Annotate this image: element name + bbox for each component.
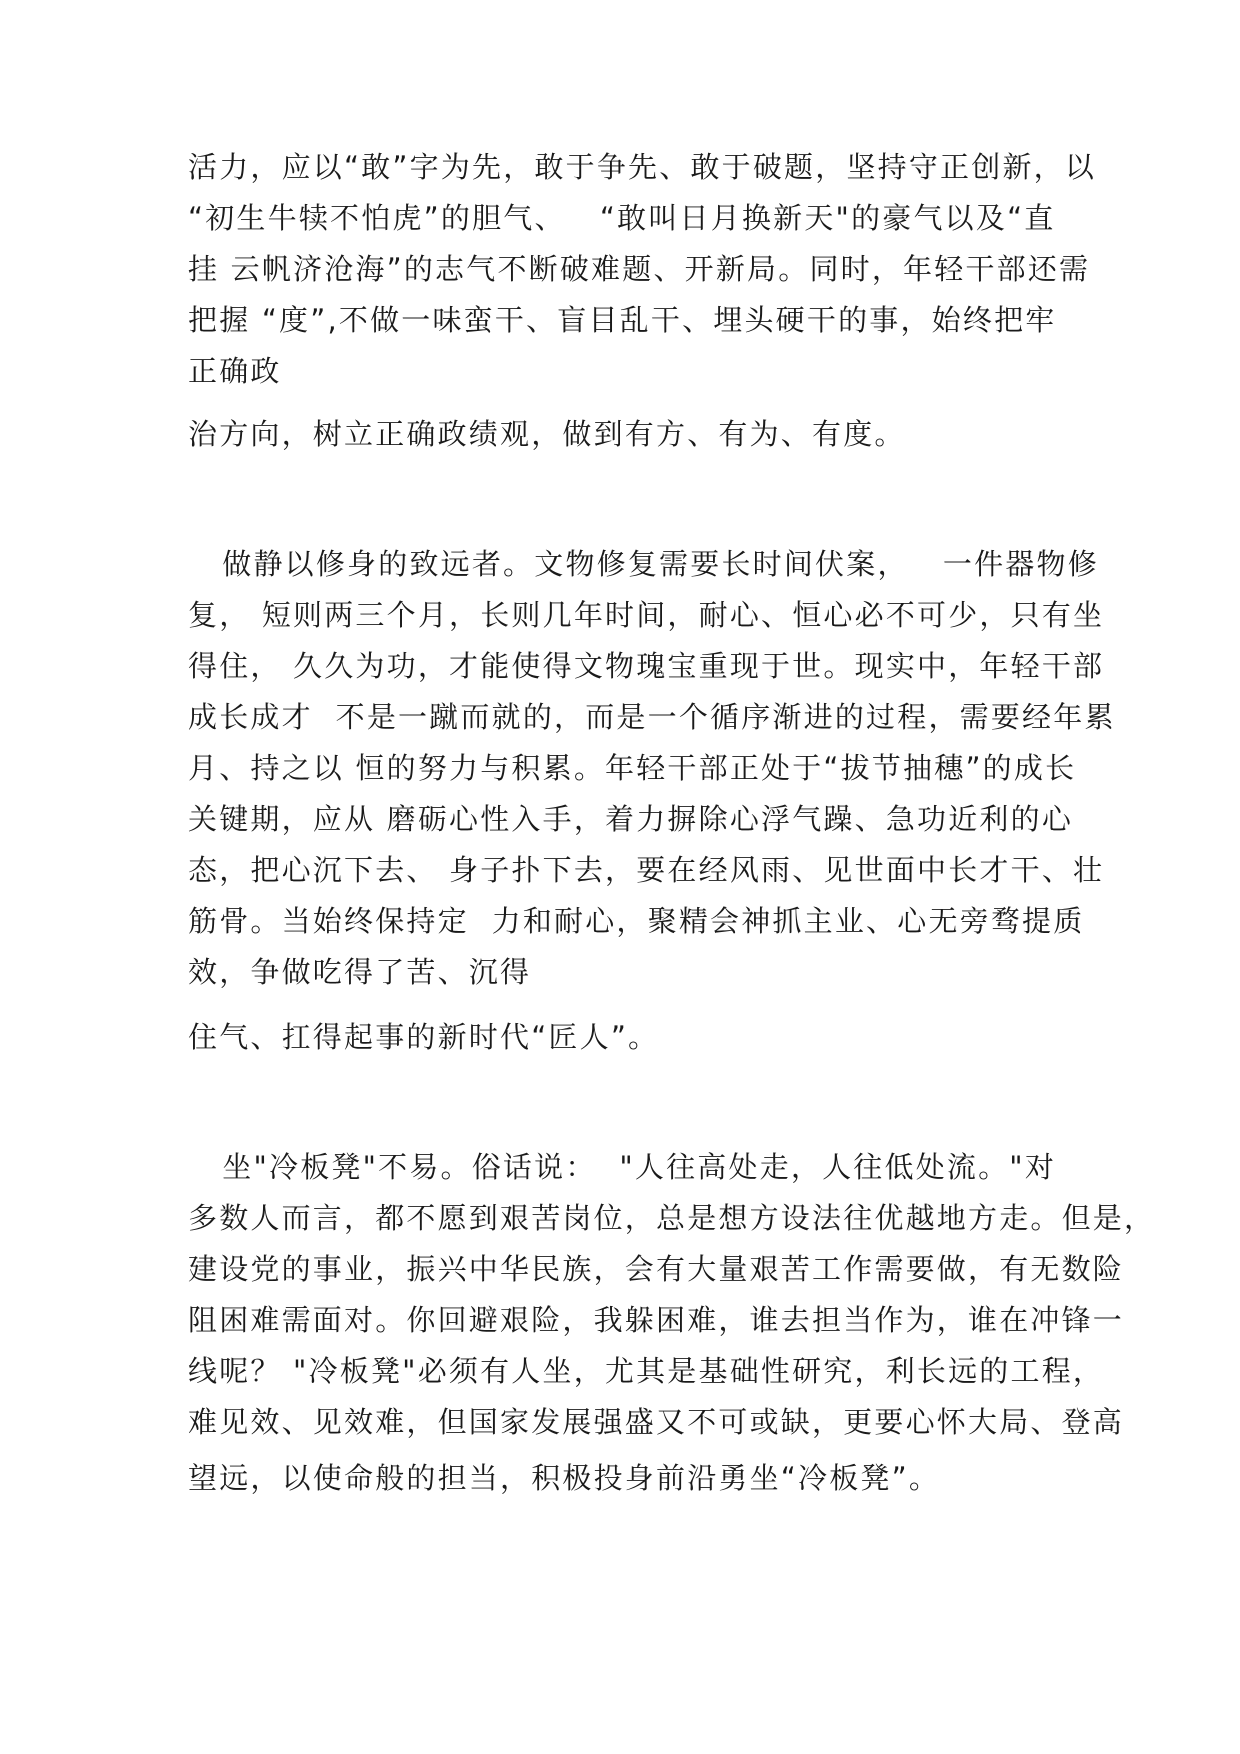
text-line: 治方向，树立正确政绩观，做到有方、有为、有度。 — [188, 417, 906, 451]
text-line: 建设党的事业，振兴中华民族，会有大量艰苦工作需要做，有无数险 — [188, 1252, 1125, 1286]
text-line: 挂 云帆济沧海”的志气不断破难题、开新局。同时，年轻干部还需 — [188, 252, 1091, 286]
text-line: 得住， 久久为功，才能使得文物瑰宝重现于世。现实中，年轻干部 — [188, 649, 1105, 683]
text-line: 线呢？ "冷板凳"必须有人坐，尤其是基础性研究，利长远的工程， — [188, 1354, 1105, 1388]
text-line: 关键期，应从 磨砺心性入手，着力摒除心浮气躁、急功近利的心 — [188, 802, 1074, 836]
text-line: 月、持之以 恒的努力与积累。年轻干部正处于“拔节抽穗”的成长 — [188, 751, 1077, 785]
text-line: 坐"冷板凳"不易。俗话说： "人往高处走，人往低处流。"对 — [188, 1150, 1057, 1184]
text-line: 态，把心沉下去、 身子扑下去，要在经风雨、见世面中长才干、壮 — [188, 853, 1105, 887]
text-line: 成长成才 不是一蹴而就的，而是一个循序渐进的过程，需要经年累 — [188, 700, 1116, 734]
text-line: 住气、扛得起事的新时代“匠人”。 — [188, 1020, 660, 1054]
text-line: 把握 “度”,不做一味蛮干、盲目乱干、埋头硬干的事，始终把牢 — [188, 303, 1057, 337]
text-line: 做静以修身的致远者。文物修复需要长时间伏案， 一件器物修 — [188, 547, 1099, 581]
text-line: 阻困难需面对。你回避艰险，我躲困难，谁去担当作为，谁在冲锋一 — [188, 1303, 1125, 1337]
text-line: 复， 短则两三个月，长则几年时间，耐心、恒心必不可少，只有坐 — [188, 598, 1105, 632]
text-line: 难见效、见效难，但国家发展强盛又不可或缺，更要心怀大局、登高 — [188, 1405, 1125, 1439]
text-line: 活力，应以“敢”字为先，敢于争先、敢于破题，坚持守正创新，以 — [188, 150, 1097, 184]
text-line: 正确政 — [188, 354, 282, 388]
text-line: 望远，以使命般的担当，积极投身前沿勇坐“冷板凳”。 — [188, 1461, 941, 1495]
text-line: 筋骨。当始终保持定 力和耐心，聚精会神抓主业、心无旁骛提质 — [188, 904, 1085, 938]
text-line: 效，争做吃得了苦、沉得 — [188, 955, 532, 989]
text-line: 多数人而言，都不愿到艰苦岗位，总是想方设法往优越地方走。但是， — [188, 1201, 1156, 1235]
text-line: “初生牛犊不怕虎”的胆气、 “敢叫日月换新天"的豪气以及“直 — [188, 201, 1056, 235]
